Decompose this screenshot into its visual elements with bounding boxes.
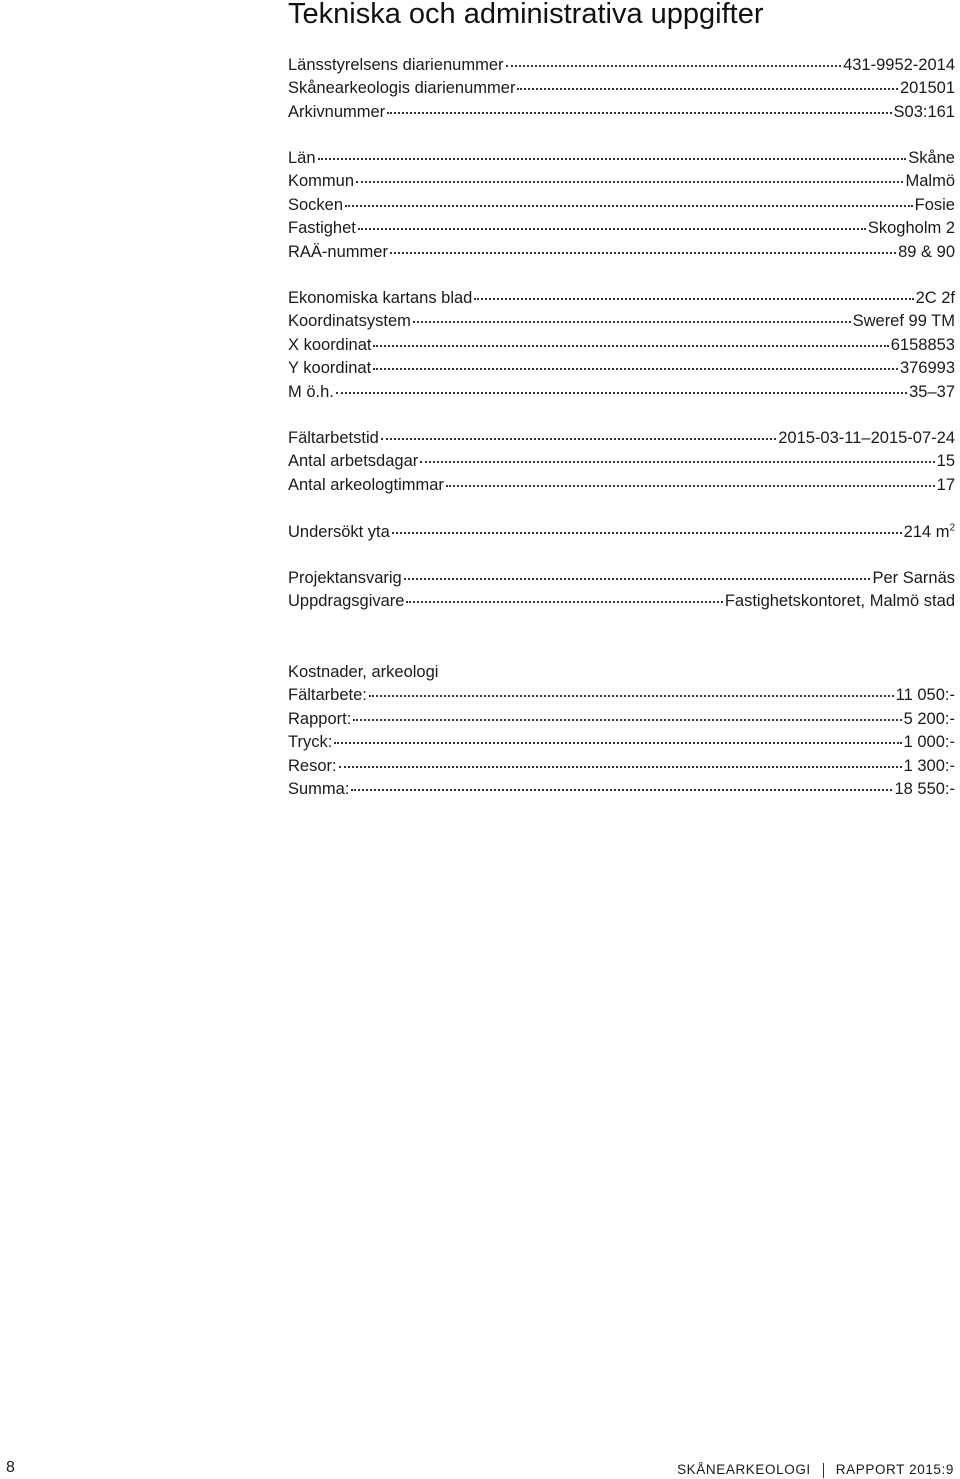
row-label: Skånearkeologis diarienummer: [288, 79, 516, 98]
dot-leader: [339, 766, 902, 768]
cost-value: 18 550:-: [894, 779, 955, 798]
dot-leader: [420, 461, 934, 463]
cost-value: 11 050:-: [895, 686, 955, 705]
row-label: Fältarbetstid: [288, 429, 379, 447]
row-label: Länsstyrelsens diarienummer: [288, 56, 504, 74]
cost-label: Fältarbete:: [288, 686, 367, 705]
info-row: [288, 54, 955, 77]
row-value: Sweref 99 TM: [852, 312, 955, 331]
cost-value: 1 300:-: [903, 756, 955, 775]
info-row: [288, 450, 955, 473]
dot-leader: [373, 345, 888, 347]
dot-leader: [506, 65, 842, 67]
row-value: Skåne: [908, 149, 955, 167]
row-value: 201501: [899, 79, 955, 98]
info-row: [288, 217, 955, 240]
footer-divider: [823, 1463, 824, 1478]
dot-leader: [413, 321, 851, 323]
publisher-name: SKÅNEARKEOLOGI: [677, 1462, 811, 1477]
info-row: [288, 567, 955, 590]
info-row: [288, 194, 955, 217]
row-value: [904, 521, 955, 544]
dot-leader: [318, 158, 907, 160]
dot-leader: [406, 601, 722, 603]
info-row: [288, 590, 955, 613]
row-value: 2015-03-11–2015-07-24: [778, 429, 955, 447]
row-label: Undersökt yta: [288, 523, 390, 541]
cost-label: Tryck:: [288, 733, 333, 752]
dot-leader: [356, 181, 903, 183]
dot-leader: [353, 719, 901, 721]
coordinates-section: [288, 287, 955, 404]
cost-label: Rapport:: [288, 709, 352, 728]
info-row: [288, 101, 955, 124]
cost-label: Resor:: [288, 756, 337, 775]
info-row: [288, 474, 955, 497]
row-value: Malmö: [905, 172, 955, 191]
dot-leader: [373, 368, 898, 370]
row-value: Fosie: [914, 195, 955, 214]
registry-section: [288, 54, 955, 124]
row-label: Län: [288, 149, 316, 167]
row-label: Socken: [288, 195, 344, 214]
dot-leader: [474, 298, 913, 300]
row-value: 15: [936, 452, 955, 471]
info-row: [288, 170, 955, 193]
cost-row: [288, 684, 955, 707]
dot-leader: [390, 252, 896, 254]
row-value: 89 & 90: [898, 242, 955, 261]
info-row: [288, 334, 955, 357]
dot-leader: [404, 578, 871, 580]
dot-leader: [345, 205, 913, 207]
area-section: [288, 521, 955, 544]
row-label: Antal arbetsdagar: [288, 452, 419, 471]
row-label: Uppdragsgivare: [288, 592, 405, 611]
row-value: 2C 2f: [915, 289, 955, 307]
running-footer: [677, 1460, 954, 1479]
row-value: 6158853: [890, 335, 955, 354]
location-section: [288, 147, 955, 264]
dot-leader: [334, 742, 901, 744]
dot-leader: [446, 485, 935, 487]
row-value: 35–37: [909, 382, 955, 401]
dot-leader: [517, 88, 897, 90]
fieldwork-section: [288, 427, 955, 497]
row-value: Skogholm 2: [867, 219, 955, 238]
cost-row: [288, 778, 955, 801]
info-row: [288, 310, 955, 333]
row-label: Ekonomiska kartans blad: [288, 289, 473, 307]
area-value: 214 m: [903, 523, 950, 541]
page-title: Tekniska och administrativa uppgifter: [288, 0, 764, 30]
row-label: Koordinatsystem: [288, 312, 411, 331]
row-value: S03:161: [893, 102, 955, 121]
dot-leader: [351, 789, 892, 791]
cost-value: 1 000:-: [903, 733, 955, 752]
area-unit-exponent: 2: [949, 522, 955, 534]
row-label: Kommun: [288, 172, 355, 191]
row-value: Per Sarnäs: [872, 569, 955, 587]
info-row: [288, 147, 955, 170]
dot-leader: [392, 532, 902, 534]
row-label: RAÄ-nummer: [288, 242, 388, 261]
row-label: M ö.h.: [288, 382, 334, 401]
row-value: Fastighetskontoret, Malmö stad: [724, 592, 955, 611]
costs-section: [288, 661, 955, 801]
cost-row: [288, 731, 955, 754]
info-row: [288, 521, 955, 544]
cost-row: [288, 708, 955, 731]
info-row: [288, 287, 955, 310]
row-label: X koordinat: [288, 335, 372, 354]
row-label: Antal arkeologtimmar: [288, 475, 444, 494]
dot-leader: [358, 228, 866, 230]
row-value: 431-9952-2014: [843, 56, 955, 74]
dot-leader: [369, 695, 894, 697]
report-id: RAPPORT 2015:9: [835, 1462, 954, 1477]
page-number: 8: [6, 1459, 15, 1476]
row-value: 376993: [899, 359, 955, 378]
dot-leader: [387, 112, 891, 114]
dot-leader: [336, 392, 907, 394]
row-label: Projektansvarig: [288, 569, 402, 587]
cost-label: Summa:: [288, 779, 350, 798]
info-row: [288, 381, 955, 404]
cost-value: 5 200:-: [903, 709, 955, 728]
row-label: Arkivnummer: [288, 102, 386, 121]
row-label: Y koordinat: [288, 359, 372, 378]
info-row: [288, 427, 955, 450]
cost-row: [288, 755, 955, 778]
responsibility-section: [288, 567, 955, 614]
dot-leader: [381, 438, 776, 440]
info-row: [288, 77, 955, 100]
info-row: [288, 241, 955, 264]
row-label: Fastighet: [288, 219, 356, 238]
info-row: [288, 357, 955, 380]
row-value: 17: [936, 475, 955, 494]
costs-heading: Kostnader, arkeologi: [288, 663, 439, 681]
